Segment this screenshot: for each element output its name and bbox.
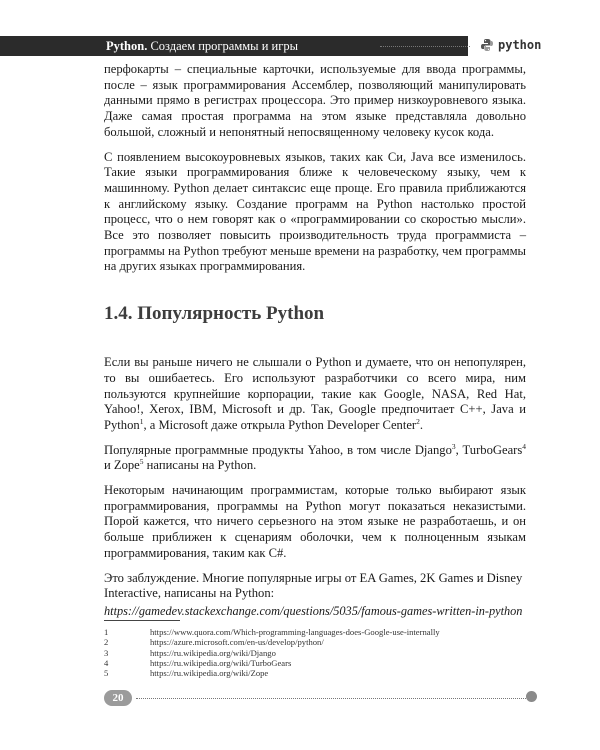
paragraph-4 [104, 443, 526, 474]
paragraph-3-text-b: , а Microsoft даже открыла Python Developer Center [143, 417, 417, 432]
paragraph-5: Некоторым начинающим программистам, которые только выбирают язык программирования, программы на Python могут показаться неказистыми. Порой кажется, что ничего серьезного на этом языке не разработаешь, и он больше приближен к сценариям оболочки, чем к полноценным языкам программирования, таким как C#. [104, 483, 526, 560]
footnote-link[interactable]: https://azure.microsoft.com/en-us/develop/python/ [150, 637, 324, 648]
footnote-ref-4[interactable]: 4 [522, 441, 526, 451]
footnote-number: 2 [104, 637, 109, 648]
footnotes [104, 627, 524, 678]
python-logo-icon [480, 38, 494, 52]
footnote-item [104, 637, 524, 647]
header-divider [380, 46, 470, 47]
page-number: 20 [104, 690, 132, 706]
footnote-number: 1 [104, 627, 109, 637]
footnote-ref-3[interactable]: 3 [451, 441, 456, 451]
footnote-ref-1[interactable]: 1 [139, 416, 144, 426]
footnote-item [104, 668, 524, 678]
paragraph-3-text-c: . [419, 417, 424, 432]
python-brand [480, 36, 541, 54]
paragraph-3 [104, 355, 526, 434]
paragraph-2: С появлением высокоуровневых языков, таких как Си, Java все изменилось. Такие языки программирования ближе к человеческому языку, чем к машинному. Python делает синтаксис еще проще. Его правила приближаются к английскому языку. Создание программ на Python настолько простой процесс, что о нем говорят как о «программировании со скоростью мысли». Все это позволяет повысить производительность труда программиста – программы на Python требуют меньше времени на разработку, чем программы на других языках программирования. [104, 149, 526, 274]
footnote-link[interactable]: https://ru.wikipedia.org/wiki/Zope [150, 668, 269, 679]
paragraph-4-text-d: написаны на Python. [143, 458, 257, 473]
paragraph-1: перфокарты – специальные карточки, используемые для ввода программы, после – язык программирования Ассемблер, позволяющий манипулировать данными прямо в регистрах процессора. Это пример низкоуровневого языка. Даже самая простая программа на этом языке представляла довольно большой, сложный и непонятный непосвященному человеку кусок кода. [104, 62, 526, 139]
header-title-rest: Создаем программы и игры [147, 39, 298, 53]
footnote-item [104, 658, 524, 668]
page-body [104, 62, 526, 620]
footnote-number: 4 [104, 657, 109, 668]
footer-divider [136, 698, 526, 699]
paragraph-4-text-b: , TurboGears [455, 442, 523, 457]
running-header-title [106, 38, 298, 54]
footnote-item [104, 648, 524, 658]
paragraph-6: Это заблуждение. Многие популярные игры от EA Games, 2K Games и Disney Interactive, написаны на Python: [104, 570, 523, 601]
games-url[interactable]: https://gamedev.stackexchange.com/questions/5035/famous-games-written-in-python [104, 603, 523, 618]
paragraph-4-text-a: Популярные программные продукты Yahoo, в том числе Django [104, 442, 452, 457]
footer-dot [526, 691, 537, 702]
footnote-rule [104, 620, 180, 621]
paragraph-3-text-a: Если вы раньше ничего не слышали о Python и думаете, что он непопулярен, то вы ошибаетесь. Его используют разработчики со всего мира, ним пользуются крупнейшие корпорации, такие как Google, NASA, Red Hat, Yahoo!, Xerox, IBM, Microsoft и др. Так, Google предпочитает C++, Java и Python [104, 355, 526, 432]
footnote-item [104, 627, 524, 637]
header-title-bold: Python. [106, 39, 148, 53]
footnote-link[interactable]: https://ru.wikipedia.org/wiki/TurboGears [150, 657, 292, 668]
footnote-link[interactable]: https://www.quora.com/Which-programming-languages-does-Google-use-internally [150, 627, 440, 637]
footnote-ref-5[interactable]: 5 [139, 457, 144, 467]
section-heading: 1.4. Популярность Python [104, 303, 325, 325]
footnote-link[interactable]: https://ru.wikipedia.org/wiki/Django [150, 647, 276, 658]
brand-text: python [498, 38, 542, 52]
footnote-number: 5 [104, 668, 109, 679]
footnote-ref-2[interactable]: 2 [416, 416, 420, 426]
footnote-number: 3 [104, 647, 109, 658]
paragraph-4-text-c: и Zope [104, 458, 140, 473]
